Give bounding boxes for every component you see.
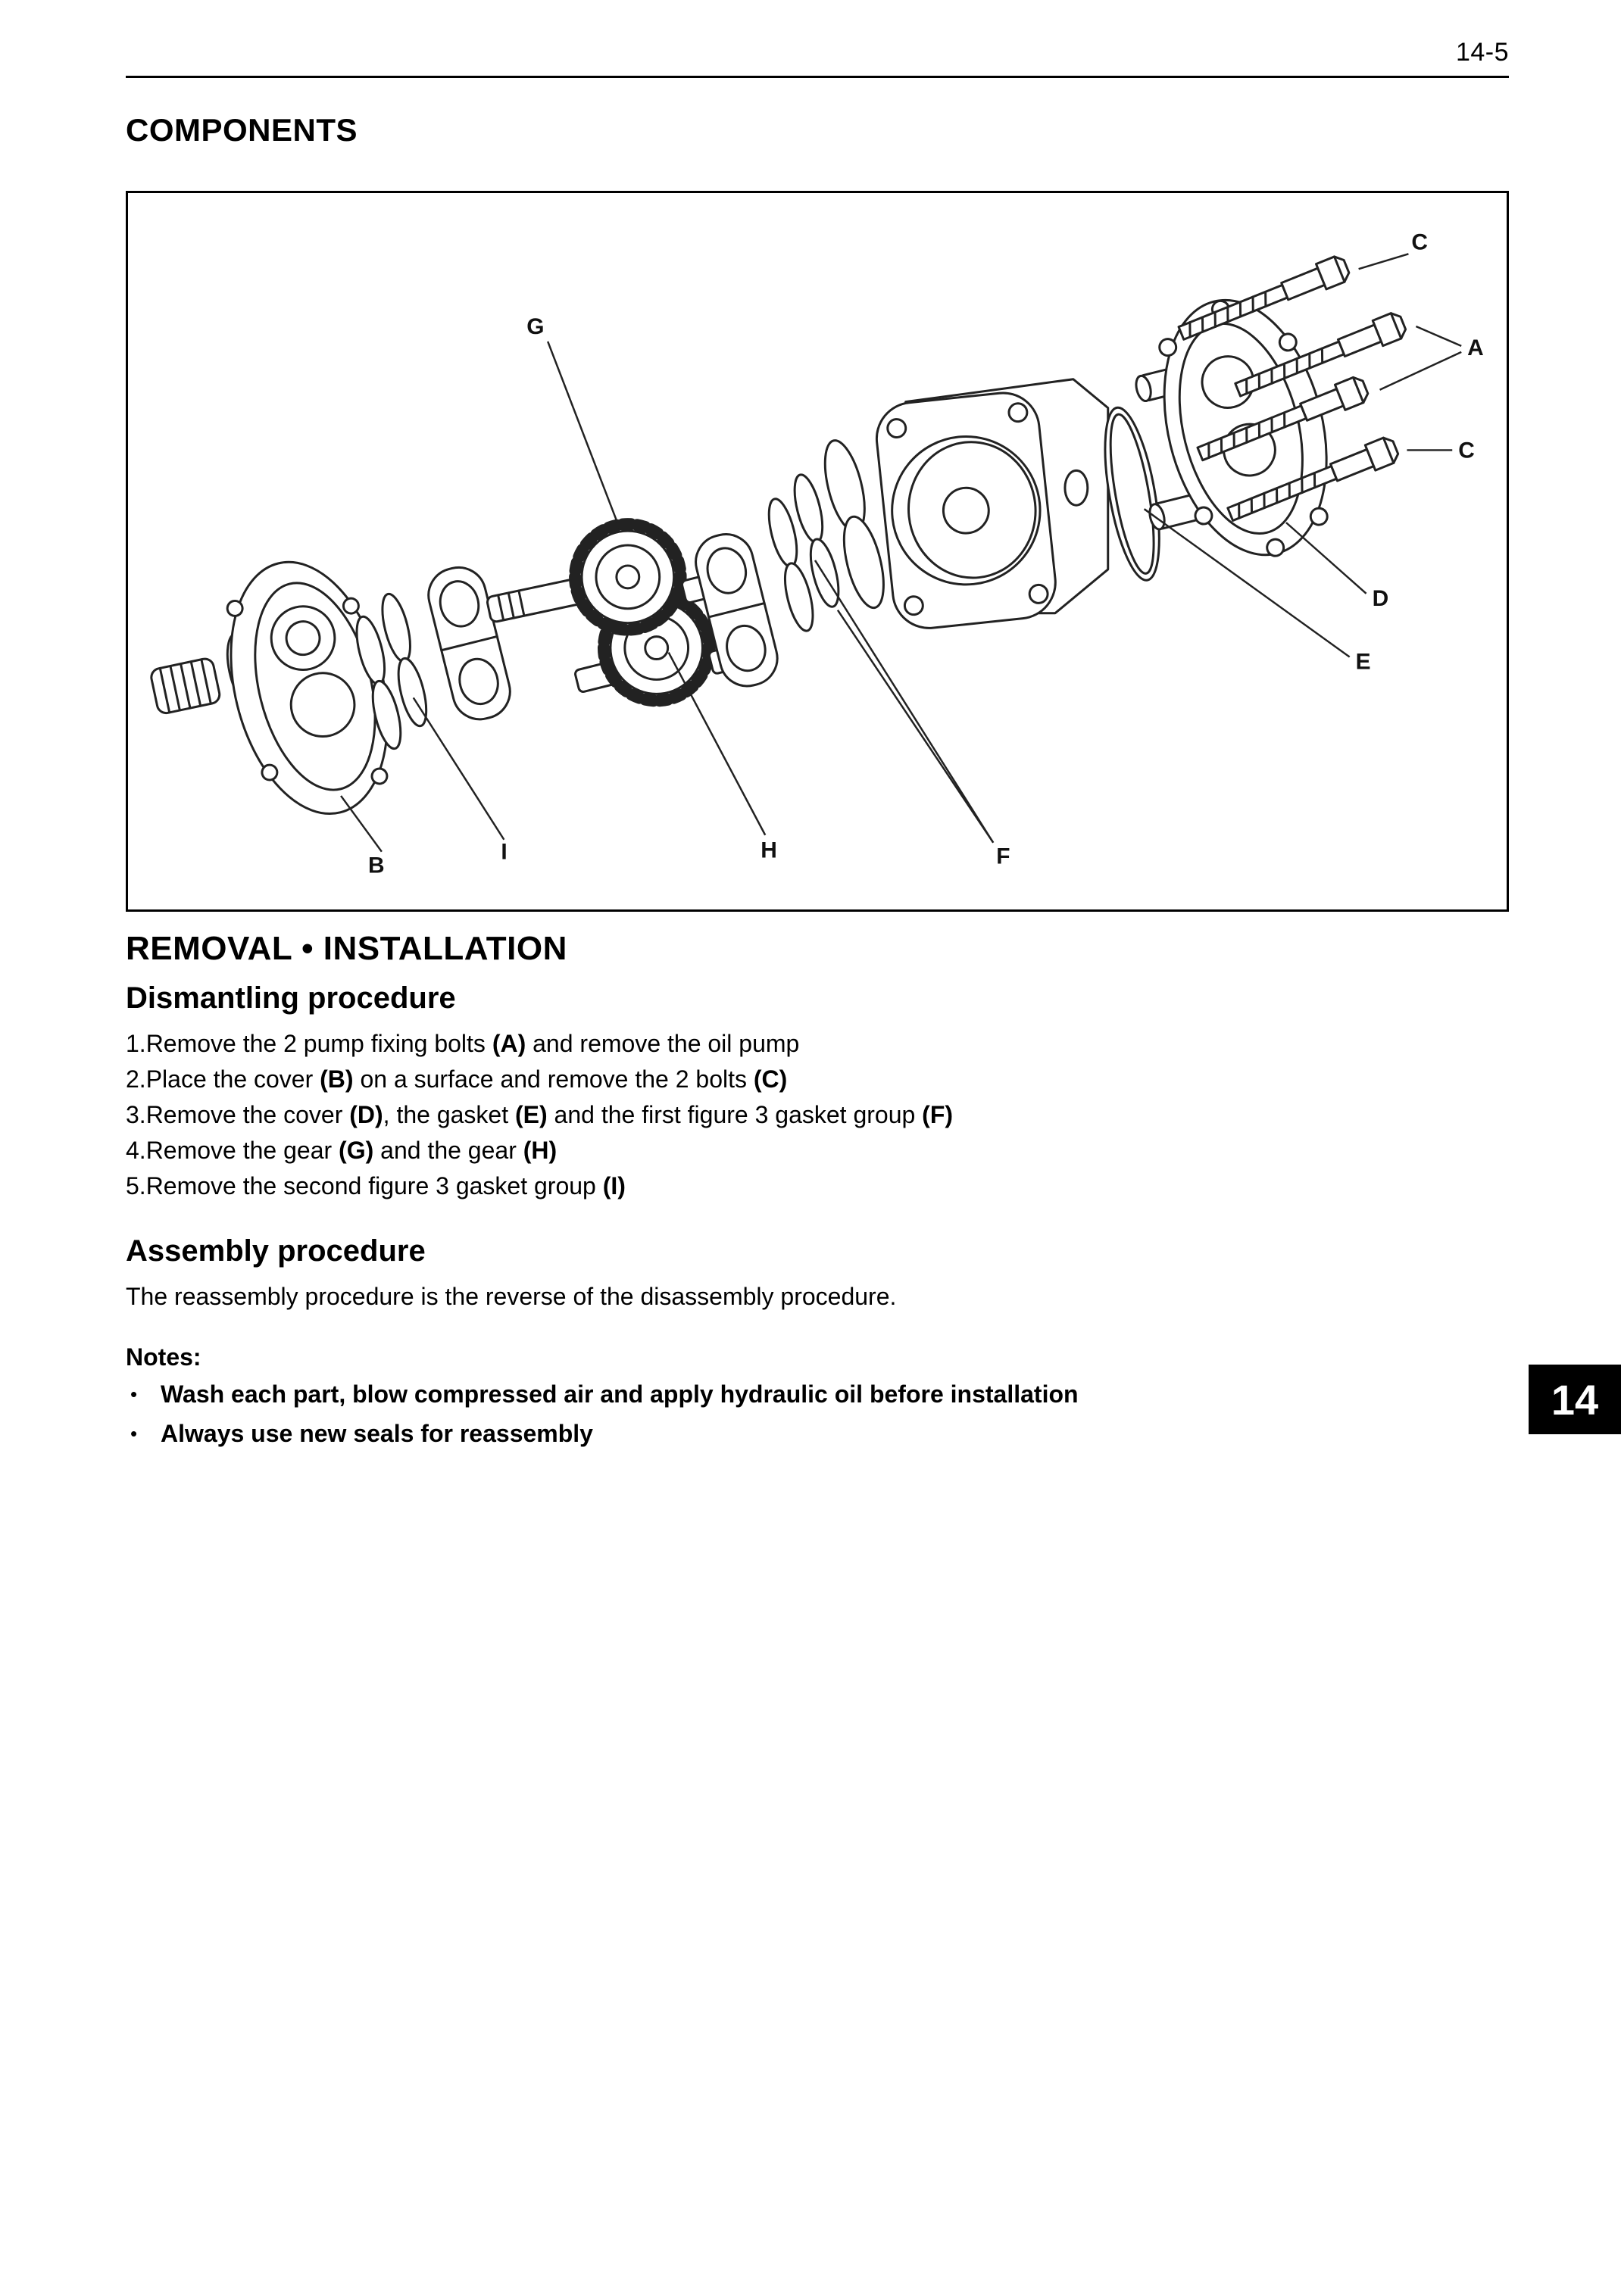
- dismantling-step: 2.Place the cover (B) on a surface and remove the 2 bolts (C): [126, 1065, 788, 1093]
- diagram-label-d: D: [1372, 585, 1389, 611]
- spline-coupling-part: [150, 657, 221, 715]
- header-rule: [126, 76, 1509, 78]
- notes-list: [126, 1374, 1459, 1453]
- page-number: 14-5: [1455, 38, 1509, 67]
- exploded-diagram: [128, 193, 1507, 909]
- note-item: • Wash each part, blow compressed air and apply hydraulic oil before installation: [126, 1374, 1459, 1414]
- dismantling-step: 3.Remove the cover (D), the gasket (E) and the first figure 3 gasket group (F): [126, 1101, 954, 1128]
- diagram-label-g: G: [526, 314, 545, 339]
- bullet-icon: •: [130, 1422, 138, 1445]
- dismantling-step: 5.Remove the second figure 3 gasket group (I): [126, 1172, 626, 1199]
- diagram-label-b: B: [367, 853, 385, 878]
- bearing-block-left-part: [423, 562, 516, 725]
- diagram-label-c-bottom: C: [1458, 438, 1475, 463]
- components-diagram-box: [126, 191, 1509, 912]
- notes-heading: Notes:: [126, 1343, 201, 1371]
- chapter-tab: 14: [1529, 1365, 1621, 1434]
- body-text: [126, 930, 1459, 1453]
- bullet-icon: •: [130, 1383, 138, 1405]
- assembly-body-text: The reassembly procedure is the reverse of the disassembly procedure.: [126, 1283, 897, 1310]
- diagram-label-h: H: [761, 838, 777, 863]
- removal-installation-heading: REMOVAL • INSTALLATION: [126, 930, 567, 967]
- dismantling-step: 4.Remove the gear (G) and the gear (H): [126, 1137, 558, 1164]
- dismantling-heading: Dismantling procedure: [126, 981, 456, 1015]
- assembly-heading: Assembly procedure: [126, 1234, 426, 1268]
- dismantling-step: 1.Remove the 2 pump fixing bolts (A) and remove the oil pump: [126, 1030, 800, 1057]
- diagram-label-a: A: [1467, 335, 1484, 360]
- pump-body-part: [873, 379, 1108, 632]
- diagram-label-c-top: C: [1411, 229, 1429, 255]
- diagram-label-f: F: [996, 844, 1010, 869]
- diagram-label-i: I: [501, 839, 508, 865]
- note-item: • Always use new seals for reassembly: [126, 1414, 1459, 1453]
- components-heading: COMPONENTS: [126, 112, 358, 148]
- diagram-label-e: E: [1355, 649, 1371, 675]
- dismantling-steps: [126, 1026, 1459, 1204]
